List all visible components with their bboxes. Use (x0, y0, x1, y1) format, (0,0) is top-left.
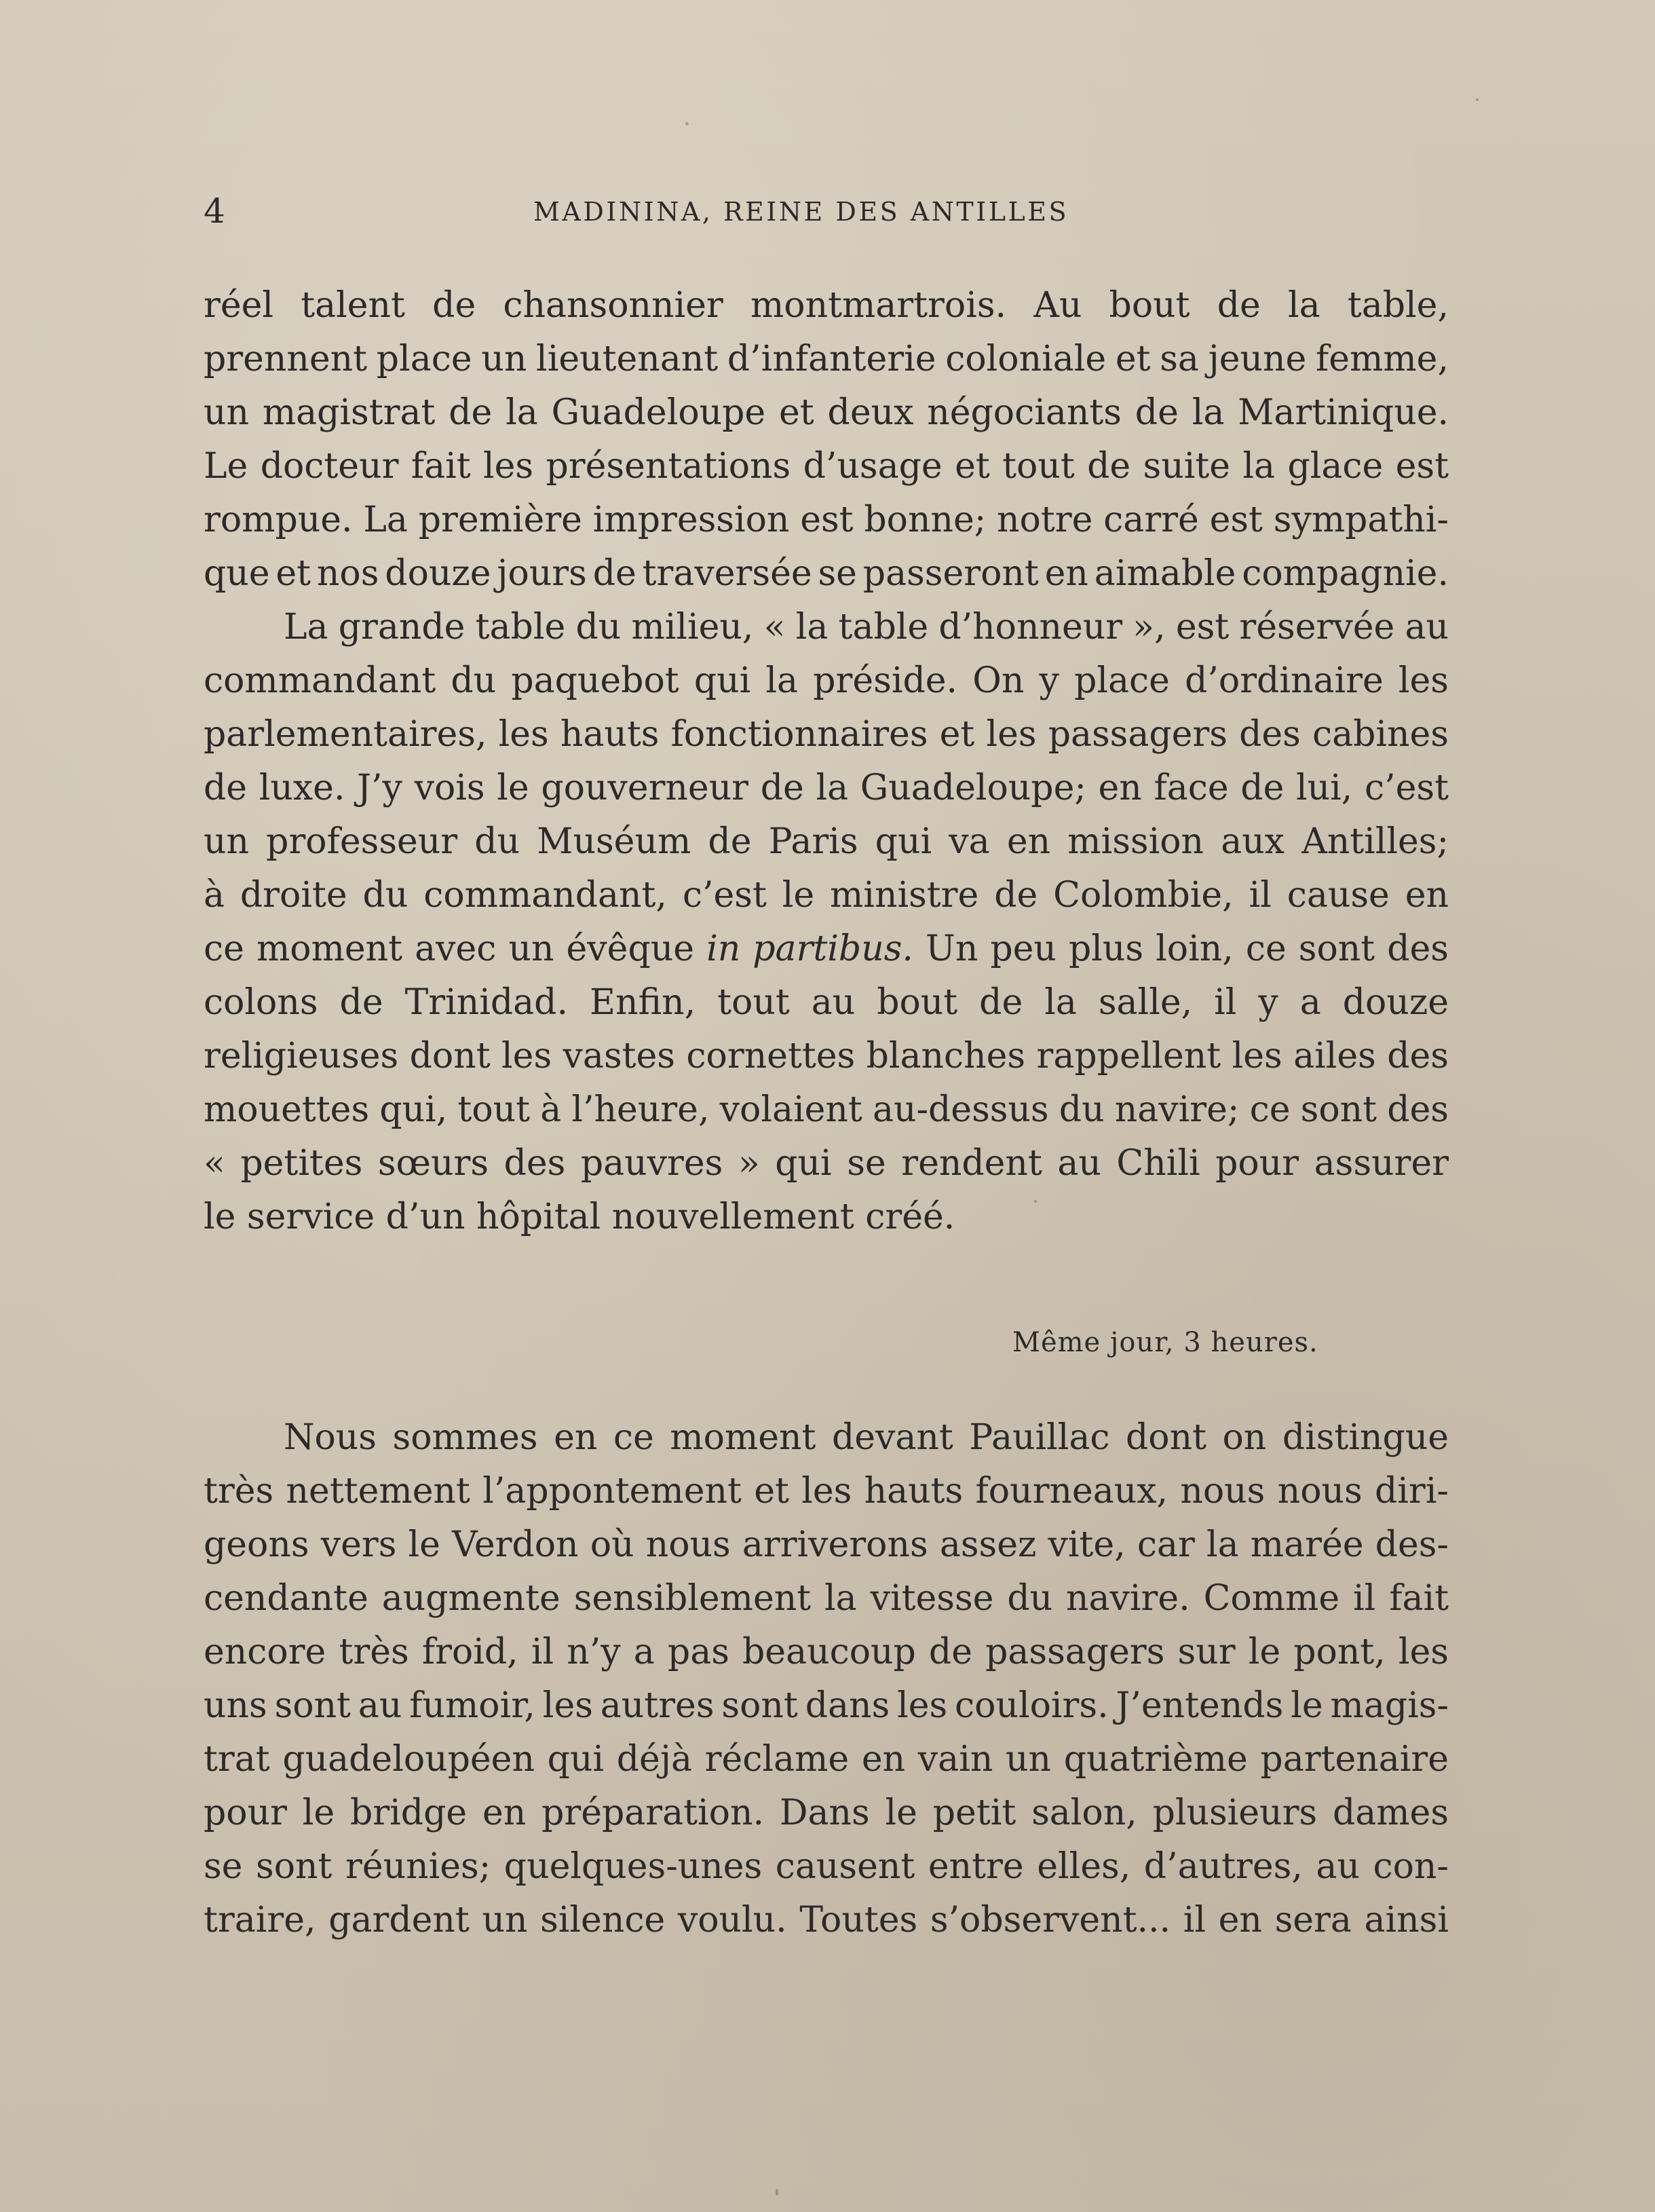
text-line: encore très froid, il n’y a pas beaucoup de passagers sur le pont, les (204, 1632, 1449, 1672)
text-line: un professeur du Muséum de Paris qui va en mission aux Antilles; (204, 821, 1449, 862)
text-line: Nous sommes en ce moment devant Pauillac dont on distingue (284, 1417, 1449, 1458)
text-line: de luxe. J’y vois le gouverneur de la Guadeloupe; en face de lui, c’est (204, 768, 1449, 808)
text-line: parlementaires, les hauts fonctionnaires et les passagers des cabines (204, 714, 1449, 755)
text-line: pour le bridge en préparation. Dans le petit salon, plusieurs dames (204, 1793, 1449, 1833)
page-number: 4 (204, 191, 226, 231)
italic-phrase: in partibus. (706, 929, 913, 969)
text-line: colons de Trinidad. Enfin, tout au bout de la salle, il y a douze (204, 982, 1449, 1023)
text-line: uns sont au fumoir, les autres sont dans les couloirs. J’entends le magis- (204, 1685, 1449, 1726)
text-segment: Un peu plus loin, ce sont des (913, 929, 1449, 969)
text-line: à droite du commandant, c’est le ministre de Colombie, il cause en (204, 875, 1449, 916)
text-line: geons vers le Verdon où nous arriverons assez vite, car la marée des- (204, 1524, 1449, 1565)
text-line: très nettement l’appontement et les hauts fourneaux, nous nous diri- (204, 1471, 1449, 1512)
text-line: cendante augmente sensiblement la vitesse du navire. Comme il fait (204, 1578, 1449, 1619)
text-line: prennent place un lieutenant d’infanterie coloniale et sa jeune femme, (204, 339, 1449, 379)
text-line: commandant du paquebot qui la préside. On y place d’ordinaire les (204, 660, 1449, 701)
text-line: mouettes qui, tout à l’heure, volaient au-dessus du navire; ce sont des (204, 1089, 1449, 1130)
text-line: religieuses dont les vastes cornettes blanches rappellent les ailes des (204, 1036, 1449, 1076)
paper-speck (685, 122, 689, 126)
text-line: un magistrat de la Guadeloupe et deux négociants de la Martinique. (204, 392, 1449, 433)
text-segment: ce moment avec un évêque (204, 929, 707, 969)
text-line: « petites sœurs des pauvres » qui se rendent au Chili pour assurer (204, 1143, 1449, 1184)
text-line: Le docteur fait les présentations d’usage et tout de suite la glace est (204, 446, 1449, 487)
text-line: se sont réunies; quelques-unes causent entre elles, d’autres, au con- (204, 1846, 1449, 1887)
text-line: que et nos douze jours de traversée se passeront en aimable compagnie. (204, 553, 1449, 594)
text-line: trat guadeloupéen qui déjà réclame en vain un quatrième partenaire (204, 1739, 1449, 1780)
running-title: MADININA, REINE DES ANTILLES (533, 197, 1069, 227)
text-line: rompue. La première impression est bonne; notre carré est sympathi- (204, 500, 1449, 540)
text-line: traire, gardent un silence voulu. Toutes s’observent... il en sera ainsi (204, 1900, 1449, 1941)
text-line (204, 927, 1449, 971)
paper-speck (776, 2189, 778, 2196)
text-line: le service d’un hôpital nouvellement créé. (204, 1197, 955, 1237)
text-line: réel talent de chansonnier montmartrois. Au bout de la table, (204, 285, 1449, 326)
dateline: Même jour, 3 heures. (1012, 1327, 1318, 1358)
text-line: La grande table du milieu, « la table d’honneur », est réservée au (284, 607, 1449, 648)
paper-speck (1476, 98, 1479, 101)
